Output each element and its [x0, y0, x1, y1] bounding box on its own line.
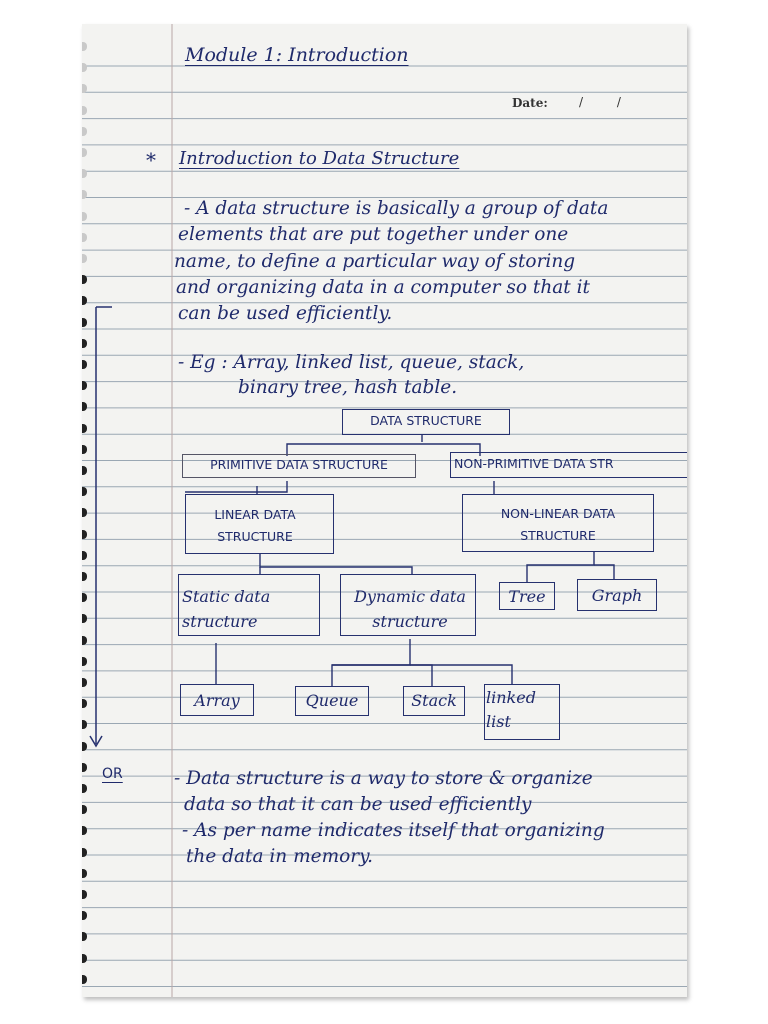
examples-line-2: binary tree, hash table.	[238, 377, 458, 398]
page-title: Module 1: Introduction	[185, 44, 409, 66]
or-label: OR	[102, 766, 123, 782]
array-label: Array	[194, 691, 240, 710]
paragraph-line-4: and organizing data in a computer so that it	[176, 277, 590, 298]
or-line-4: the data in memory.	[186, 846, 373, 867]
date-label: Date:	[512, 96, 548, 110]
or-line-3: - As per name indicates itself that organizing	[182, 820, 605, 841]
non-linear-label: NON-LINEAR DATA STRUCTURE	[500, 506, 616, 543]
non-primitive-label: NON-PRIMITIVE DATA STR	[454, 456, 614, 471]
paragraph-line-1: - A data structure is basically a group of data	[184, 198, 609, 219]
stack-label: Stack	[411, 691, 457, 710]
tree-label: Tree	[508, 587, 546, 606]
section-bullet: *	[146, 148, 156, 172]
queue-label: Queue	[305, 691, 359, 710]
dynamic-label: Dynamic data structure	[354, 587, 466, 631]
notebook-page	[82, 24, 687, 997]
diagram-root-label: DATA STRUCTURE	[370, 413, 482, 428]
linear-label: LINEAR DATA STRUCTURE	[214, 507, 296, 544]
paragraph-line-2: elements that are put together under one	[178, 224, 569, 245]
graph-label: Graph	[591, 586, 643, 605]
primitive-label: PRIMITIVE DATA STRUCTURE	[210, 457, 388, 472]
date-value: / /	[579, 95, 621, 109]
or-line-2: data so that it can be used efficiently	[184, 794, 532, 815]
or-line-1: - Data structure is a way to store & organize	[174, 768, 593, 789]
paragraph-line-3: name, to define a particular way of storing	[174, 251, 576, 272]
paragraph-line-5: can be used efficiently.	[178, 303, 393, 324]
examples-line-1: - Eg : Array, linked list, queue, stack,	[178, 352, 525, 373]
section-heading: Introduction to Data Structure	[179, 148, 460, 169]
linked-list-label: linked list	[486, 688, 536, 731]
static-label: Static data structure	[182, 587, 271, 631]
